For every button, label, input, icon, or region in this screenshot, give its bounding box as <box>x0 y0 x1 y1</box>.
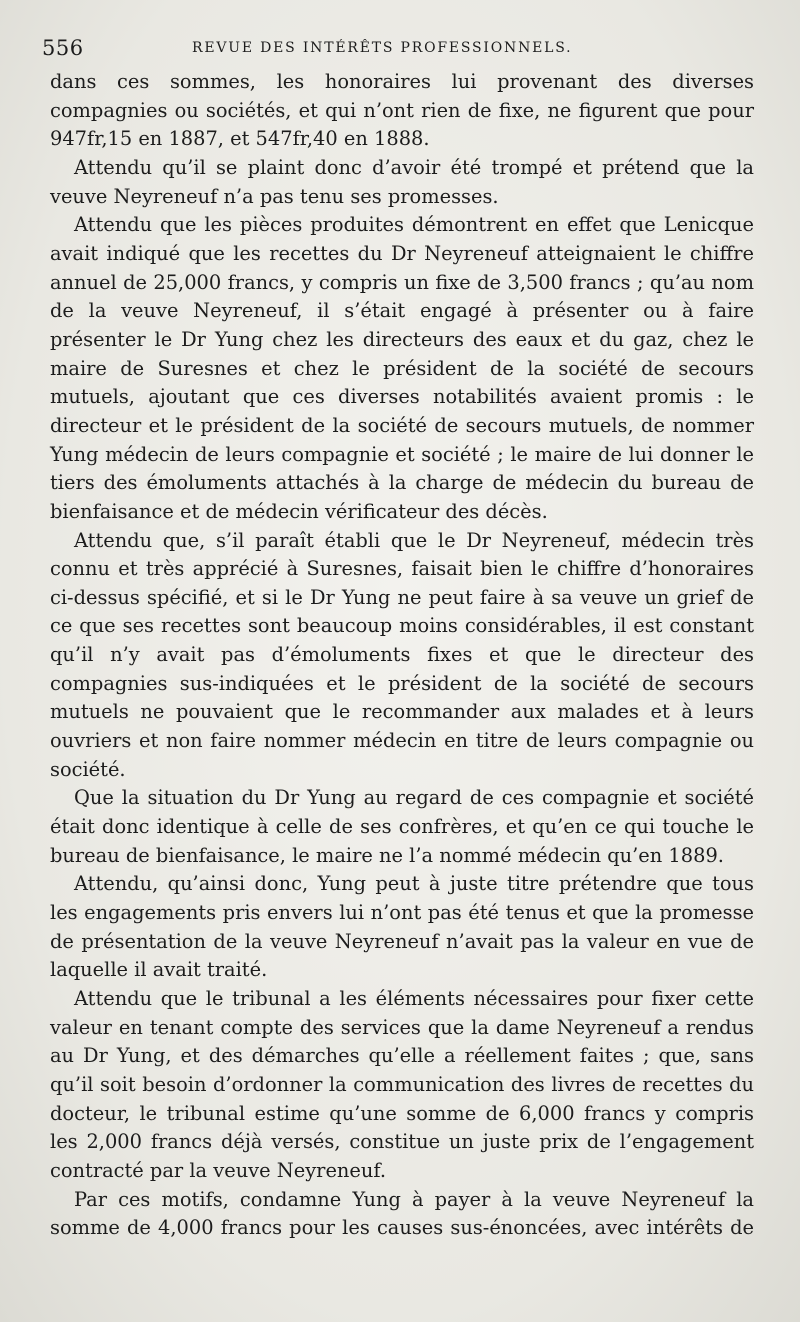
paragraph: Que la situation du Dr Yung au regard de ces compagnie et société était donc identique à celle de ses confrères, et qu’en ce qui touche le bureau de bienfaisance, le maire ne l’a nommé médecin qu’en 1889. <box>50 786 754 867</box>
page-number: 556 <box>42 36 84 60</box>
paragraph: Attendu que le tribunal a les éléments nécessaires pour fixer cette valeur en tenant compte des services que la dame Neyreneuf a rendus au Dr Yung, et des démarches qu’elle a réellement faites ; que, sans qu’il soit besoin d’ordonner la communication des livres de recettes du docteur, le tribunal estime qu’une somme de 6,000 francs y compris les 2,000 francs déjà versés, constitue un juste prix de l’engagement contracté par la veuve Neyreneuf. <box>50 987 754 1182</box>
paragraph: Par ces motifs, condamne Yung à payer à la veuve Neyreneuf la somme de 4,000 francs pour les causes sus-énoncées, avec intérêts de <box>50 1187 754 1240</box>
paragraph: Attendu, qu’ainsi donc, Yung peut à juste titre prétendre que tous les engagements pris envers lui n’ont pas été tenus et que la promesse de présentation de la veuve Neyreneuf n’avait pas la valeur en vue de laquelle il avait traité. <box>50 872 754 982</box>
paragraph: Attendu que les pièces produites démontrent en effet que Lenicque avait indiqué que les recettes du Dr Neyreneuf atteignaient le chiffre annuel de 25,000 francs, y compris un fixe de 3,500 francs ; qu’au nom de la veuve Neyreneuf, il s’était engagé à présenter ou à faire présenter le Dr Yung chez les directeurs des eaux et du gaz, chez le maire de Suresnes et chez le président de la société de secours mutuels, ajoutant que ces diverses notabilités avaient promis : le directeur et le président de la société de secours mutuels, de nommer Yung médecin de leurs compagnie et société ; le maire de lui donner le tiers des émoluments attachés à la charge de médecin du bureau de bienfaisance et de médecin vérificateur des décès. <box>50 213 754 523</box>
body-text <box>50 68 754 1243</box>
paragraph: Attendu qu’il se plaint donc d’avoir été trompé et prétend que la veuve Neyreneuf n’a pas tenu ses promesses. <box>50 155 754 208</box>
paragraph: Attendu que, s’il paraît établi que le Dr Neyreneuf, médecin très connu et très apprécié à Suresnes, faisait bien le chiffre d’honoraires ci-dessus spécifié, et si le Dr Yung ne peut faire à sa veuve un grief de ce que ses recettes sont beaucoup moins considérables, il est constant qu’il n’y avait pas d’émoluments fixes et que le directeur des compagnies sus-indiquées et le président de la société de secours mutuels ne pouvaient que le recommander aux malades et à leurs ouvriers et non faire nommer médecin en titre de leurs compagnie ou société. <box>50 528 754 781</box>
running-title: REVUE DES INTÉRÊTS PROFESSIONNELS. <box>192 40 573 56</box>
paragraph: dans ces sommes, les honoraires lui provenant des diverses compagnies ou sociétés, et qui n’ont rien de fixe, ne figurent que pour 947fr,15 en 1887, et 547fr,40 en 1888. <box>50 70 754 151</box>
running-head <box>42 30 754 68</box>
